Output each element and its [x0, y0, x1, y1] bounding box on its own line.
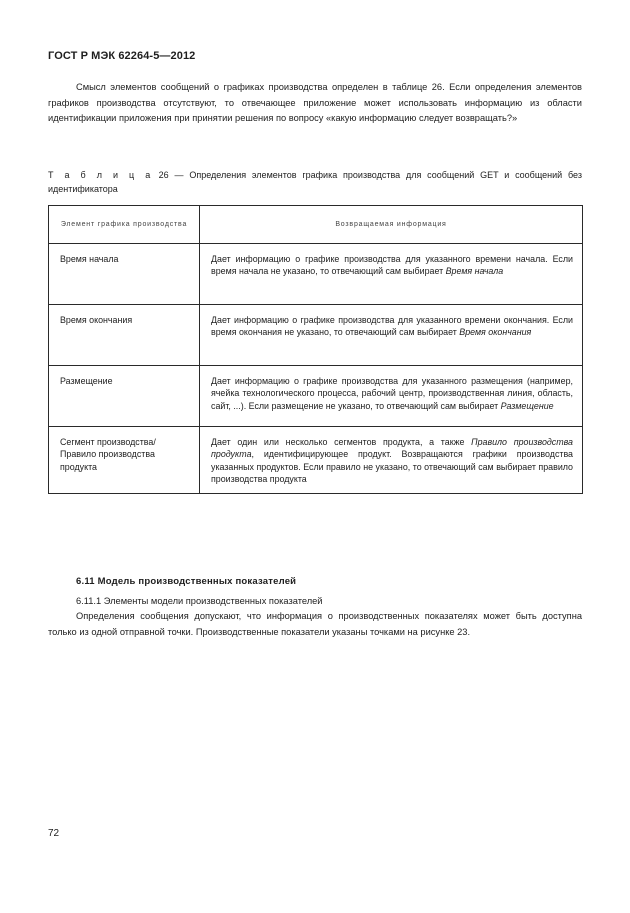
info-text: Дает один или несколько сегментов продукта, а также [211, 437, 465, 447]
table-row [49, 366, 583, 427]
table-row [49, 244, 583, 305]
element-cell: Размещение [49, 366, 200, 427]
table-header-row [49, 206, 583, 244]
info-cell [200, 244, 583, 305]
table-caption-label: Т а б л и ц а [48, 170, 153, 180]
info-italic: Правило производства продукта [211, 437, 573, 460]
info-cell [200, 427, 583, 494]
intro-paragraph: Смысл элементов сообщений о графиках производства определен в таблице 26. Если определения элементов графиков производства отсутствуют, то отвечающее приложение может использовать информацию из области идентификации приложения при принятии решения по вопросу «какую информацию следует возвращать?» [48, 82, 582, 123]
info-italic: Размещение [500, 400, 554, 411]
subsection-heading: 6.11.1 Элементы модели производственных показателей [76, 596, 323, 606]
info-text-after: , идентифицирующее продукт. Возвращаются графики производства указанных продуктов. Если правило не указано, то отвечающий сам выбирает правило производства продукта [211, 449, 573, 484]
column-header-info: Возвращаемая информация [200, 206, 583, 244]
table-row [49, 305, 583, 366]
info-text: Дает информацию о графике производства для указанного размещения (например, ячейка технологического процесса, рабочий центр, производственная линия, область, сайт, ...). Если размещение не указано, то отвечающий сам выбирает [211, 376, 573, 411]
table-row [49, 427, 583, 494]
section-paragraph: Определения сообщения допускают, что информация о производственных показателях может быть доступна только из одной отправной точки. Производственные показатели указаны точками на рисунке 23. [48, 611, 582, 637]
info-text: Дает информацию о графике производства для указанного времени окончания. Если время окончания не указано, то отвечающий сам выбирает [211, 315, 573, 338]
document-header: ГОСТ Р МЭК 62264-5—2012 [48, 50, 196, 62]
info-italic: Время окончания [459, 327, 532, 338]
table-caption [48, 169, 582, 196]
element-cell: Время окончания [49, 305, 200, 366]
element-cell: Время начала [49, 244, 200, 305]
schedule-elements-table [48, 205, 583, 494]
column-header-element: Элемент графика производства [49, 206, 200, 244]
element-cell: Сегмент производства/ Правило производства продукта [49, 427, 200, 494]
table-caption-text: — Определения элементов графика производства для сообщений GET и сообщений без идентификатора [48, 170, 582, 194]
info-cell [200, 366, 583, 427]
info-italic: Время начала [445, 266, 504, 277]
page-number: 72 [48, 828, 60, 839]
info-cell [200, 305, 583, 366]
info-text: Дает информацию о графике производства для указанного времени начала. Если время начала не указано, то отвечающий сам выбирает [211, 254, 573, 277]
section-heading: 6.11 Модель производственных показателей [76, 576, 297, 587]
table-caption-number: 26 [158, 170, 169, 180]
